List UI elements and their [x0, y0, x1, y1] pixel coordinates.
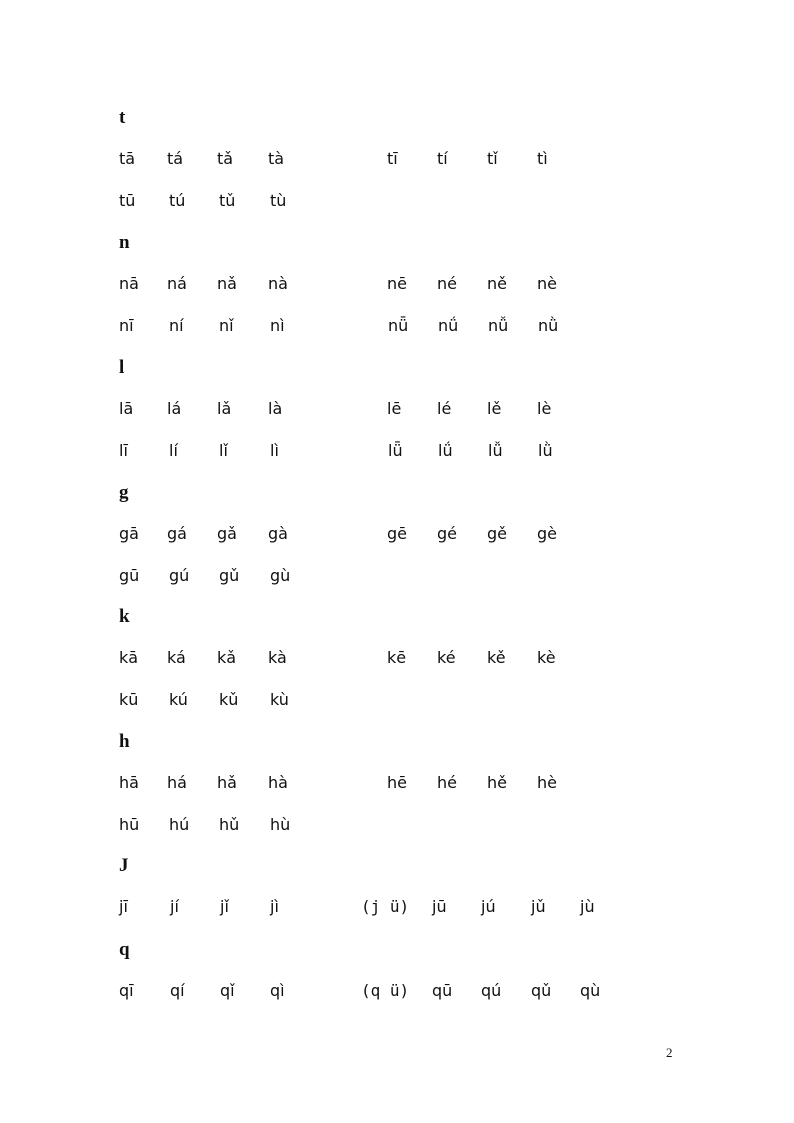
- syllable: qī: [119, 981, 134, 1000]
- syllable: gē: [387, 524, 407, 543]
- syllable: gǔ: [219, 566, 240, 585]
- syllable: lá: [167, 399, 182, 418]
- syllable: tī: [387, 149, 398, 168]
- syllable: lí: [169, 441, 178, 460]
- syllable: hē: [387, 773, 407, 792]
- syllable: ná: [167, 274, 187, 293]
- syllable: jì: [270, 897, 279, 916]
- syllable: tǐ: [487, 149, 498, 168]
- syllable: tū: [119, 191, 136, 210]
- syllable: hè: [537, 773, 557, 792]
- initial-heading: h: [119, 731, 130, 752]
- syllable: kū: [119, 690, 139, 709]
- syllable: kā: [119, 648, 139, 667]
- initial-heading: J: [119, 855, 129, 876]
- syllable: lè: [537, 399, 552, 418]
- syllable: lě: [487, 399, 502, 418]
- syllable: jú: [481, 897, 496, 916]
- syllable: lǜ: [538, 441, 553, 460]
- syllable: lǎ: [217, 399, 232, 418]
- syllable: gè: [537, 524, 557, 543]
- syllable: há: [167, 773, 187, 792]
- combination-note: (q ü): [361, 981, 410, 1000]
- syllable: hā: [119, 773, 139, 792]
- syllable: qū: [432, 981, 453, 1000]
- syllable: hǔ: [219, 815, 240, 834]
- syllable: kǎ: [217, 648, 237, 667]
- syllable: hū: [119, 815, 140, 834]
- syllable: né: [437, 274, 457, 293]
- syllable: lē: [387, 399, 402, 418]
- syllable: nǘ: [438, 316, 459, 335]
- syllable: hé: [437, 773, 457, 792]
- syllable: hǎ: [217, 773, 237, 792]
- syllable: tā: [119, 149, 136, 168]
- syllable: kě: [487, 648, 506, 667]
- syllable: jū: [432, 897, 447, 916]
- syllable: gú: [169, 566, 190, 585]
- syllable: lì: [270, 441, 279, 460]
- syllable: qú: [481, 981, 502, 1000]
- syllable: tá: [167, 149, 184, 168]
- syllable: lā: [119, 399, 134, 418]
- syllable: nǚ: [488, 316, 509, 335]
- syllable: gà: [268, 524, 288, 543]
- syllable: lǚ: [488, 441, 503, 460]
- syllable: gǎ: [217, 524, 237, 543]
- syllable: gé: [437, 524, 457, 543]
- syllable: kē: [387, 648, 407, 667]
- syllable: tà: [268, 149, 285, 168]
- initial-heading: q: [119, 939, 130, 960]
- syllable: ní: [169, 316, 184, 335]
- syllable: qǔ: [531, 981, 552, 1000]
- syllable: nē: [387, 274, 407, 293]
- syllable: hě: [487, 773, 507, 792]
- syllable: kà: [268, 648, 287, 667]
- syllable: tǔ: [219, 191, 236, 210]
- syllable: qí: [170, 981, 185, 1000]
- page-number: 2: [666, 1045, 673, 1060]
- syllable: lǐ: [219, 441, 228, 460]
- syllable: nǖ: [388, 316, 409, 335]
- syllable: ké: [437, 648, 456, 667]
- syllable: lǘ: [438, 441, 453, 460]
- syllable: kè: [537, 648, 556, 667]
- syllable: là: [268, 399, 283, 418]
- syllable: gù: [270, 566, 291, 585]
- syllable: hù: [270, 815, 291, 834]
- syllable: tù: [270, 191, 287, 210]
- syllable: jǐ: [220, 897, 229, 916]
- syllable: lé: [437, 399, 452, 418]
- initial-heading: l: [119, 357, 125, 378]
- syllable: ká: [167, 648, 186, 667]
- syllable: nè: [537, 274, 557, 293]
- syllable: gū: [119, 566, 140, 585]
- syllable: jù: [580, 897, 595, 916]
- syllable: qǐ: [220, 981, 235, 1000]
- initial-heading: k: [119, 606, 130, 627]
- syllable: nā: [119, 274, 139, 293]
- syllable: kú: [169, 690, 188, 709]
- syllable: qù: [580, 981, 601, 1000]
- syllable: tì: [537, 149, 548, 168]
- syllable: nà: [268, 274, 288, 293]
- syllable: tú: [169, 191, 186, 210]
- syllable: gě: [487, 524, 507, 543]
- syllable: qì: [270, 981, 285, 1000]
- syllable: gā: [119, 524, 139, 543]
- syllable: jǔ: [531, 897, 546, 916]
- syllable: lǖ: [388, 441, 403, 460]
- syllable: hà: [268, 773, 288, 792]
- syllable: kǔ: [219, 690, 239, 709]
- syllable: gá: [167, 524, 187, 543]
- initial-heading: n: [119, 232, 130, 253]
- syllable: nǜ: [538, 316, 559, 335]
- initial-heading: g: [119, 482, 129, 503]
- syllable: lī: [119, 441, 128, 460]
- syllable: tí: [437, 149, 448, 168]
- syllable: tǎ: [217, 149, 234, 168]
- syllable: hú: [169, 815, 190, 834]
- syllable: kù: [270, 690, 289, 709]
- syllable: ně: [487, 274, 507, 293]
- syllable: nī: [119, 316, 134, 335]
- syllable: jí: [170, 897, 179, 916]
- syllable: nì: [270, 316, 285, 335]
- combination-note: (j ü): [361, 897, 410, 916]
- initial-heading: t: [119, 107, 126, 128]
- syllable: nǐ: [219, 316, 234, 335]
- syllable: jī: [119, 897, 128, 916]
- syllable: nǎ: [217, 274, 237, 293]
